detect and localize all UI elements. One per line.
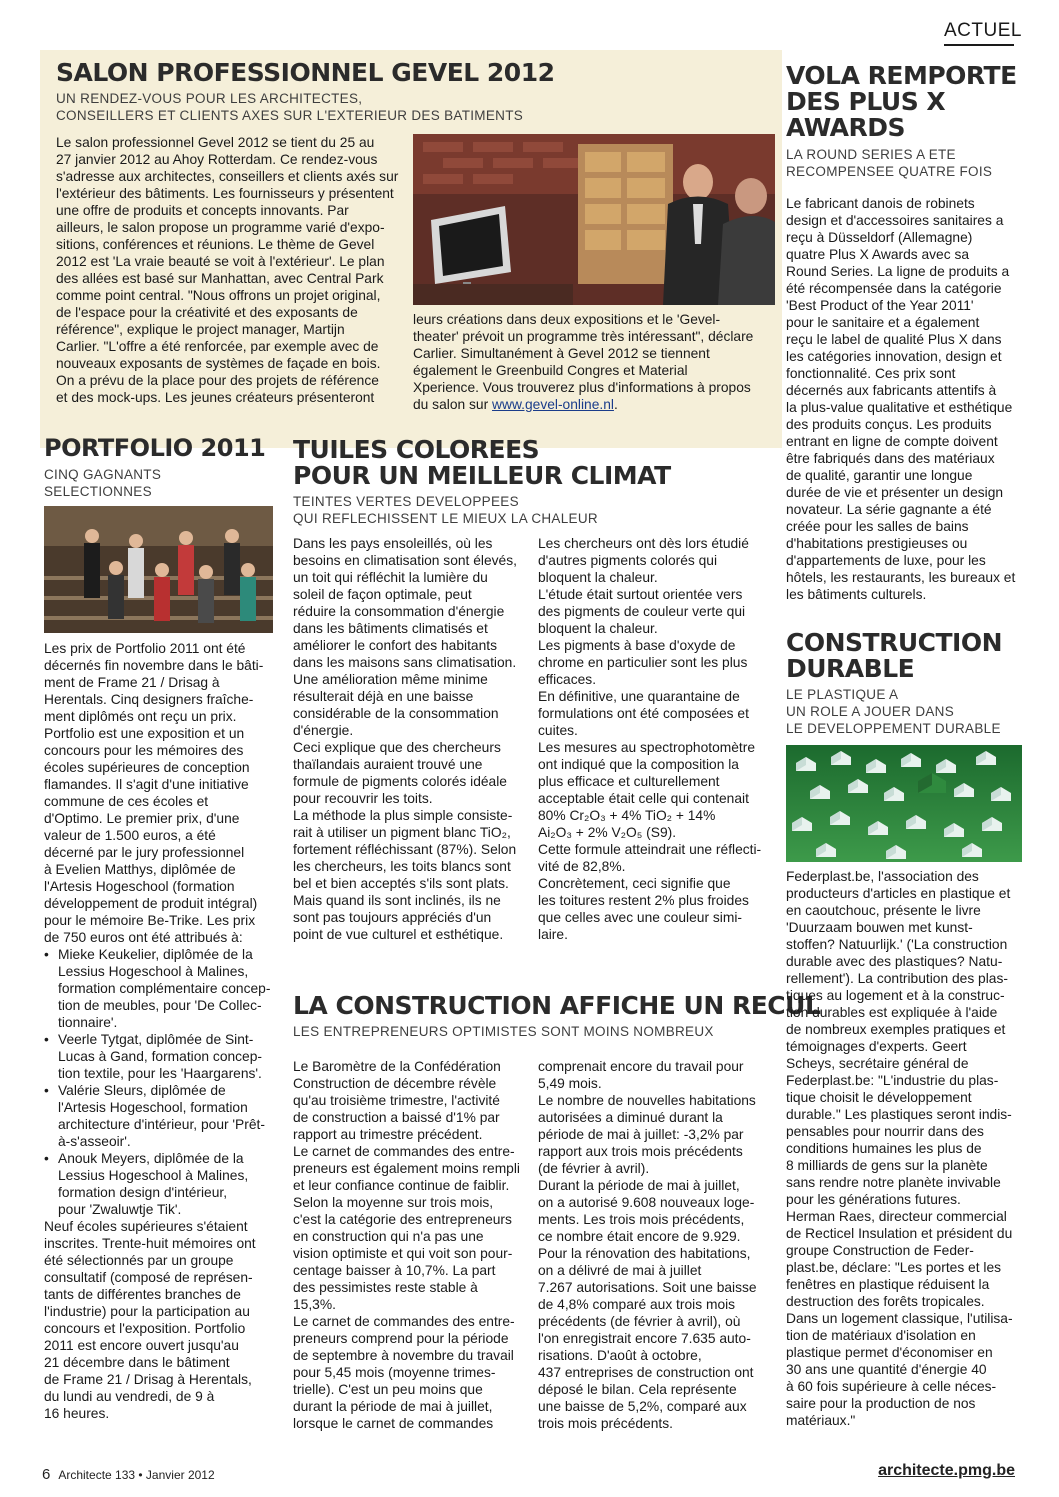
portfolio-subtitle-2: SELECTIONNES xyxy=(44,484,152,499)
vola-title-1: VOLA REMPORTE xyxy=(786,61,1017,90)
section-rule xyxy=(944,44,1014,46)
vola-title-3: AWARDS xyxy=(786,113,906,142)
gevel-photo xyxy=(413,134,775,305)
gevel-title: SALON PROFESSIONNEL GEVEL 2012 xyxy=(56,58,555,87)
portfolio-winners-photo xyxy=(44,506,273,633)
portfolio-winner-list xyxy=(44,946,276,1218)
gevel-website-link[interactable]: www.gevel-online.nl xyxy=(492,397,614,412)
vola-body: Le fabricant danois de robinets design et d'accessoires sanitaires a reçu à Düsseldorf (Allemagne) quatre Plus X Awards avec sa Round Series. La ligne de produits a été récompensée dans la catégorie 'Best Product of the Year 2011' pour le sanitaire et a également reçu le label de qualité Plus X dans les catégories innovation, design et fonctionnalité. Ces prix sont décernés aux fabricants attentifs à la plus-value qualitative et esthétique des produits conçus. Les produits entrant en ligne de compte doivent être fabriqués dans des matériaux de qualité, garantir une longue durée de vie et présenter un design novateur. La série gagnante a été créée pour les salles de bains d'habitations prestigieuses ou d'appartements de luxe, pour les hôtels, les restaurants, les bureaux et les bâtiments culturels. xyxy=(786,196,1016,602)
durable-subtitle-3: LE DEVELOPPEMENT DURABLE xyxy=(786,721,1001,736)
portfolio-body xyxy=(44,640,276,1422)
list-item: • Mieke Keukelier, diplômée de la Lessius Hogeschool à Malines, formation complémentaire concep- tion de meubles, pour 'De Collec- tionnaire'. xyxy=(44,946,276,1031)
portfolio-title: PORTFOLIO 2011 xyxy=(44,434,266,462)
list-item: • Anouk Meyers, diplômée de la Lessius Hogeschool à Malines, formation design d'intérieur, pour 'Zwaluwtje Tik'. xyxy=(44,1150,276,1218)
durable-subtitle-1: LE PLASTIQUE A xyxy=(786,687,899,702)
list-item: • Veerle Tytgat, diplômée de Sint- Lucas à Gand, formation concep- tion textile, pour les 'Haargarens'. xyxy=(44,1031,276,1082)
recul-body-col2: comprenait encore du travail pour 5,49 mois. Le nombre de nouvelles habitations autorisées a diminué durant la période de mai à juillet: -3,2% par rapport aux trois mois précédents (de février à avril). Durant la période de mai à juillet, on a autorisé 9.608 nouveaux loge- ments. Les trois mois précédents, ce nombre était encore de 9.929. Pour la rénovation des habitations, on a délivré de mai à juillet 7.267 autorisations. Soit une baisse de 4,8% comparé aux trois mois précédents (de février à avril), où l'on enregistrait encore 7.635 auto- risations. D'août à octobre, 437 entreprises de construction ont déposé le bilan. Cela représente une baisse de 5,2%, comparé aux trois mois précédents. xyxy=(538,1059,757,1431)
gevel-body-col2 xyxy=(413,311,778,413)
vola-subtitle-2: RECOMPENSEE QUATRE FOIS xyxy=(786,164,993,179)
durable-title-2: DURABLE xyxy=(786,654,915,683)
recul-body-col1: Le Baromètre de la Confédération Construction de décembre révèle qu'au troisième trimestre, l'activité de construction a baissé d'1% par rapport au trimestre précédent. Le carnet de commandes des entre- preneurs est également moins rempli et leur confiance continue de faiblir. Selon la moyenne sur trois mois, c'est la catégorie des entrepreneurs en construction qui n'a pas une vision optimiste et qui voit son pour- centage baisser à 10,7%. La part des pessimistes reste stable à 15,3%. Le carnet de commandes des entre- preneurs comprend pour la période de septembre à novembre du travail pour 5,45 mois (moyenne trimes- trielle). C'est un peu moins que durant la période de mai à juillet, lorsque le carnet de commandes xyxy=(293,1059,520,1431)
footer-website-link[interactable]: architecte.pmg.be xyxy=(878,1462,1015,1479)
tuiles-subtitle-2: QUI REFLECHISSENT LE MIEUX LA CHALEUR xyxy=(293,511,598,526)
tuiles-title-1: TUILES COLOREES xyxy=(293,435,540,464)
tuiles-body-col2: Les chercheurs ont dès lors étudié d'autres pigments colorés qui bloquent la chaleur. L'étude était surtout orientée vers des pigments de couleur verte qui bloquent la chaleur. Les pigments à base d'oxyde de chrome en particulier sont les plus efficaces. En définitive, une quarantaine de formulations ont été composées et cuites. Les mesures au spectrophotomètre ont indiqué que la composition la plus efficace et culturellement acceptable était celle qui contenait 80% Cr₂O₃ + 4% TiO₂ + 14% Ai₂O₃ + 2% V₂O₅ (S9). Cette formule atteindrait une réflecti- vité de 82,8%. Concrètement, ceci signifie que les toitures restent 2% plus froides que celles avec une couleur simi- laire. xyxy=(538,536,762,942)
portfolio-intro: Les prix de Portfolio 2011 ont été décernés fin novembre dans le bâti- ment de Frame 21 / Drisag à Herentals. Cinq designers fraîche- ment diplômés ont reçu un prix. Portfolio est une exposition et un concours pour les mémoires des écoles supérieures de conception flamandes. Il s'agit d'une initiative commune de ces écoles et d'Optimo. Le premier prix, d'une valeur de 1.500 euros, a été décerné par le jury professionnel à Evelien Matthys, diplômée de l'Artesis Hogeschool (formation développement de produit intégral) pour le mémoire Be-Trike. Les prix de 750 euros ont été attribués à: xyxy=(44,641,264,945)
durable-title-1: CONSTRUCTION xyxy=(786,628,1003,657)
issue-label: Architecte 133 • Janvier 2012 xyxy=(58,1468,215,1482)
tuiles-body-col1: Dans les pays ensoleillés, où les besoins en climatisation sont élevés, un toit qui réfléchit la lumière du soleil de façon optimale, peut réduire la consommation d'énergie dans les bâtiments climatisés et améliorer le confort des habitants dans les maisons sans climatisation. Une amélioration même minime résulterait déjà en une baisse considérable de la consommation d'énergie. Ceci explique que des chercheurs thaïlandais auraient trouvé une formule de pigments colorés idéale pour recouvrir les toits. La méthode la plus simple consiste- rait à utiliser un pigment blanc TiO₂, fortement réfléchissant (87%). Selon les chercheurs, les toits blancs sont bel et bien acceptés s'ils sont plats. Mais quand ils sont inclinés, ils ne sont pas toujours appréciés d'un point de vue culturel et esthétique. xyxy=(293,536,517,942)
tuiles-title-2: POUR UN MEILLEUR CLIMAT xyxy=(293,461,671,490)
vola-title-2: DES PLUS X xyxy=(786,87,946,116)
gevel-body-col1: Le salon professionnel Gevel 2012 se tient du 25 au 27 janvier 2012 au Ahoy Rotterdam. Ce rendez-vous s'adresse aux architectes, conseillers et clients axés sur l'extérieur des bâtiments. Les fournisseurs y présentent une offre de produits et concepts innovants. Par ailleurs, le salon propose un programme varié d'expo- sitions, conférences et réunions. Le thème de Gevel 2012 est 'La vraie beauté se voit à l'extérieur'. Le plan des allées est basé sur Manhattan, avec Central Park comme point central. "Nous offrons un projet original, de l'espace pour la créativité et des exposants de référence", explique le project manager, Martijn Carlier. "L'offre a été renforcée, par exemple avec de nouveaux exposants de systèmes de façade en bois. On a prévu de la place pour des projets de référence et des mock-ups. Les jeunes créateurs présenteront xyxy=(56,135,399,405)
section-label: ACTUEL xyxy=(944,20,1022,41)
vola-subtitle-1: LA ROUND SERIES A ETE xyxy=(786,147,956,162)
portfolio-subtitle-1: CINQ GAGNANTS xyxy=(44,467,162,482)
recul-title: LA CONSTRUCTION AFFICHE UN RECUL xyxy=(293,991,821,1020)
tuiles-subtitle-1: TEINTES VERTES DEVELOPPEES xyxy=(293,494,519,509)
gevel-subtitle-1: UN RENDEZ-VOUS POUR LES ARCHITECTES, xyxy=(56,91,363,106)
page-number: 6 xyxy=(42,1466,51,1483)
durable-body: Federplast.be, l'association des producteurs d'articles en plastique et en caoutchouc, présente le livre 'Duurzaam bouwen met kunst- stoffen? Natuurlijk.' ('La construction durable avec des plastiques? Natu- rellement'). La contribution des plas- tiques au logement et à la construc- tion durables est expliquée à l'aide de nombreux exemples pratiques et témoignages d'experts. Geert Scheys, secrétaire général de Federplast.be: "L'industrie du plas- tique choisit le développement durable." Les plastiques seront indis- pensables pour nourrir dans des conditions humaines les plus de 8 milliards de gens sur la planète sans rendre notre planète invivable pour les générations futures. Herman Raes, directeur commercial de Recticel Insulation et président du groupe Construction de Feder- plast.be, déclare: "Les portes et les fenêtres en plastique réduisent la destruction des forêts tropicales. Dans un logement classique, l'utilisa- tion de matériaux d'isolation en plastique permet d'économiser en 30 ans une quantité d'énergie 40 à 60 fois supérieure à celle néces- saire pour la production de nos matériaux." xyxy=(786,869,1013,1428)
footer-issue-info xyxy=(42,1466,215,1483)
portfolio-outro: Neuf écoles supérieures s'étaient inscrites. Trente-huit mémoires ont été sélectionnés par un groupe consultatif (composé de représen- tants de différentes branches de l'industrie) pour la participation au concours et l'exposition. Portfolio 2011 est encore ouvert jusqu'au 21 décembre dans le bâtiment de Frame 21 / Drisag à Herentals, du lundi au vendredi, de 9 à 16 heures. xyxy=(44,1219,256,1421)
gevel-body-col2-text: leurs créations dans deux expositions et le 'Gevel- theater' prévoit un programme très intéressant", déclare Carlier. Simultanément à Gevel 2012 se tiennent également le Greenbuild Congres et Material Xperience. Vous trouverez plus d'informations à propos du salon sur xyxy=(413,312,754,412)
durable-subtitle-2: UN ROLE A JOUER DANS xyxy=(786,704,955,719)
recul-subtitle: LES ENTREPRENEURS OPTIMISTES SONT MOINS NOMBREUX xyxy=(293,1024,714,1039)
list-item: • Valérie Sleurs, diplômée de l'Artesis Hogeschool, formation architecture d'intérieur, pour 'Prêt- à-s'asseoir'. xyxy=(44,1082,276,1150)
gevel-link-period: . xyxy=(613,397,618,412)
gevel-subtitle-2: CONSEILLERS ET CLIENTS AXES SUR L'EXTERIEUR DES BATIMENTS xyxy=(56,108,524,123)
houses-illustration xyxy=(786,745,1022,862)
